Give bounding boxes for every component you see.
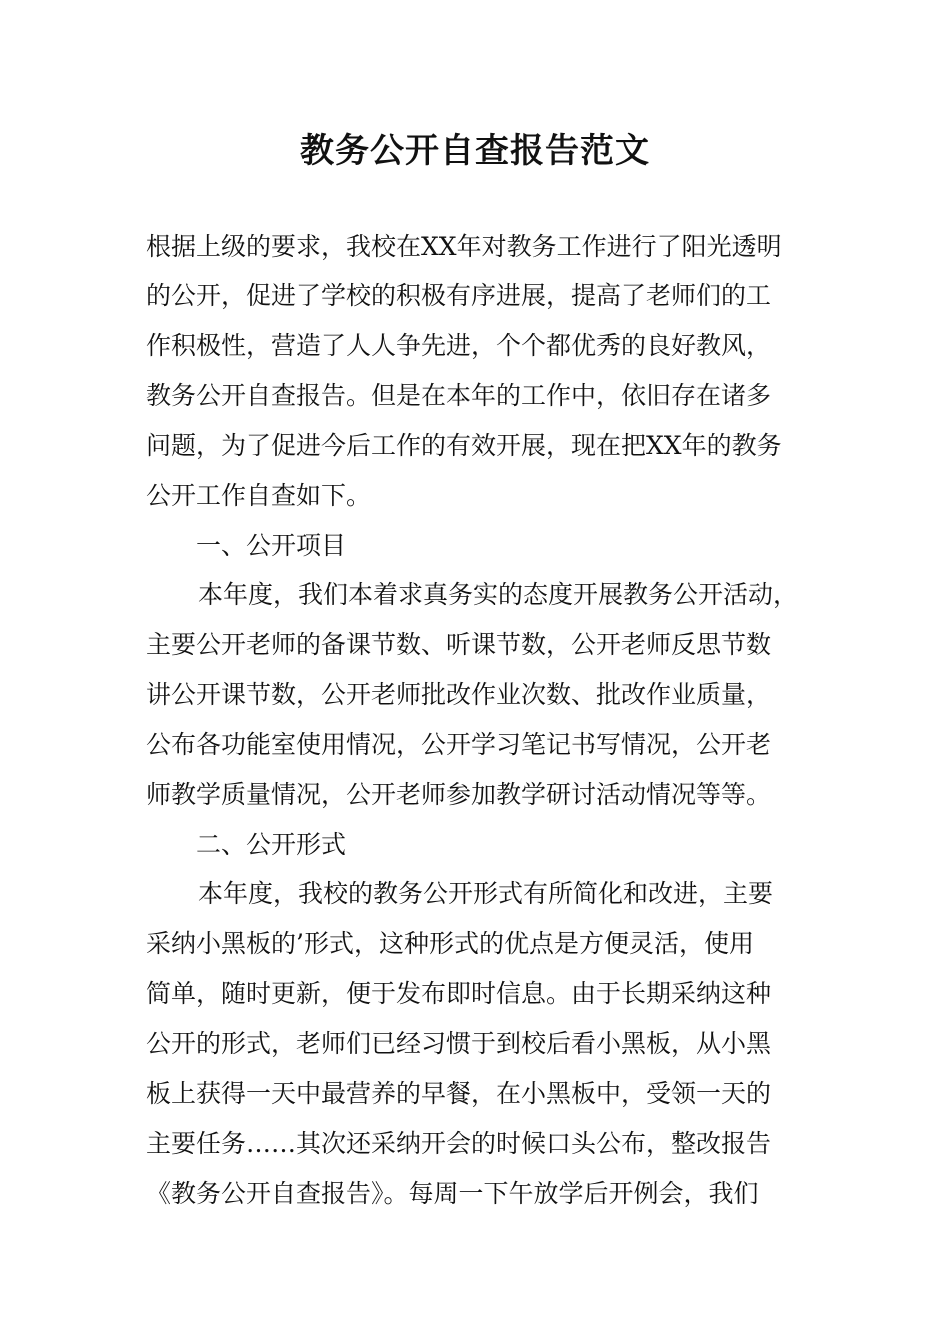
paragraph-line: 作积极性，营造了人人争先进，个个都优秀的良好教风， xyxy=(146,331,772,360)
paragraph-line: 师教学质量情况，公开老师参加教学研讨活动情况等等。 xyxy=(146,780,772,809)
section-heading-2: 二、公开形式 xyxy=(196,830,347,859)
section-heading-1: 一、公开项目 xyxy=(196,531,347,560)
paragraph-line: 公布各功能室使用情况，公开学习笔记书写情况，公开老 xyxy=(146,730,772,759)
document-title: 教务公开自查报告范文 xyxy=(300,131,650,171)
paragraph-line: 《教务公开自查报告》。每周一下午放学后开例会，我们 xyxy=(146,1179,759,1208)
paragraph-line: 主要公开老师的备课节数、听课节数，公开老师反思节数 xyxy=(146,630,772,659)
paragraph-line: 的公开，促进了学校的积极有序进展，提高了老师们的工 xyxy=(146,281,772,310)
paragraph-line: 问题，为了促进今后工作的有效开展，现在把XX年的教务 xyxy=(146,431,782,460)
paragraph-line: 本年度，我们本着求真务实的态度开展教务公开活动， xyxy=(198,580,799,609)
paragraph-line: 板上获得一天中最营养的早餐，在小黑板中，受领一天的 xyxy=(146,1079,772,1108)
paragraph-line: 本年度，我校的教务公开形式有所简化和改进，主要 xyxy=(198,879,774,908)
paragraph-line: 采纳小黑板的’形式，这种形式的优点是方便灵活，使用 xyxy=(146,929,754,958)
paragraph-line: 简单，随时更新，便于发布即时信息。由于长期采纳这种 xyxy=(146,979,772,1008)
paragraph-line: 公开工作自查如下。 xyxy=(146,481,372,510)
paragraph-line: 主要任务……其次还采纳开会的时候口头公布，整改报告 xyxy=(146,1129,772,1158)
paragraph-line: 公开的形式，老师们已经习惯于到校后看小黑板，从小黑 xyxy=(146,1029,772,1058)
paragraph-line: 教务公开自查报告。但是在本年的工作中，依旧存在诸多 xyxy=(146,381,772,410)
paragraph-line: 根据上级的要求，我校在XX年对教务工作进行了阳光透明 xyxy=(146,232,782,261)
paragraph-line: 讲公开课节数，公开老师批改作业次数、批改作业质量， xyxy=(146,680,772,709)
